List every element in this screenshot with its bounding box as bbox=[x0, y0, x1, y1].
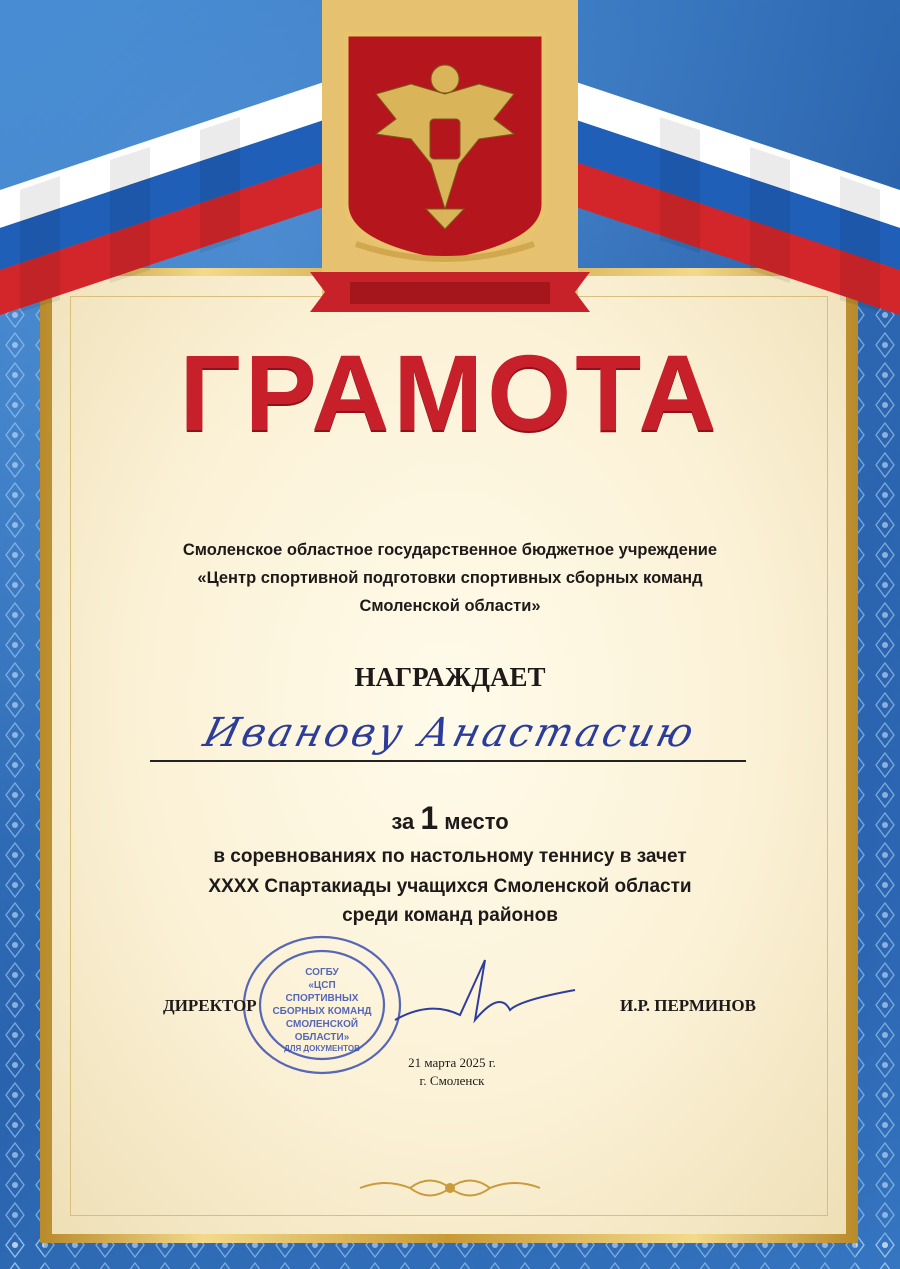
place-number: 1 bbox=[420, 800, 439, 836]
coat-of-arms-icon bbox=[336, 24, 554, 264]
svg-text:ОБЛАСТИ»: ОБЛАСТИ» bbox=[294, 1032, 350, 1043]
signatory-name: И.Р. ПЕРМИНОВ bbox=[620, 996, 756, 1015]
description-line-1: в соревнованиях по настольному теннису в зачет bbox=[213, 846, 687, 867]
bottom-ornament bbox=[350, 1168, 550, 1208]
svg-text:«ЦСП: «ЦСП bbox=[308, 980, 336, 991]
organization-line-2: «Центр спортивной подготовки спортивных сборных команд bbox=[197, 569, 703, 587]
place-suffix: место bbox=[444, 809, 509, 834]
organization-line-1: Смоленское областное государственное бюджетное учреждение bbox=[182, 541, 718, 559]
ribbon bbox=[290, 262, 610, 322]
certificate-date: 21 марта 2025 г. bbox=[408, 1055, 496, 1070]
svg-text:ДЛЯ ДОКУМЕНТОВ: ДЛЯ ДОКУМЕНТОВ bbox=[284, 1044, 360, 1053]
description-line-3: среди команд районов bbox=[342, 905, 558, 926]
signatory-role: ДИРЕКТОР bbox=[163, 996, 257, 1015]
director-signature bbox=[390, 940, 580, 1050]
organization-line-3: Смоленской области» bbox=[359, 597, 541, 615]
place-line bbox=[0, 800, 900, 837]
awards-label: НАГРАЖДАЕТ bbox=[354, 662, 546, 692]
certificate-city: г. Смоленск bbox=[419, 1073, 485, 1088]
svg-text:СМОЛЕНСКОЙ: СМОЛЕНСКОЙ bbox=[285, 1019, 359, 1030]
svg-text:СПОРТИВНЫХ: СПОРТИВНЫХ bbox=[285, 993, 359, 1004]
svg-text:СБОРНЫХ КОМАНД: СБОРНЫХ КОМАНД bbox=[272, 1006, 372, 1017]
description-line-2: XXXX Спартакиады учащихся Смоленской области bbox=[208, 876, 692, 897]
recipient-name: Иванову Анастасию bbox=[198, 710, 702, 756]
place-prefix: за bbox=[391, 809, 415, 834]
recipient-underline bbox=[150, 760, 746, 762]
page-title: ГРАМОТА bbox=[179, 332, 721, 453]
svg-text:СОГБУ: СОГБУ bbox=[305, 967, 339, 978]
